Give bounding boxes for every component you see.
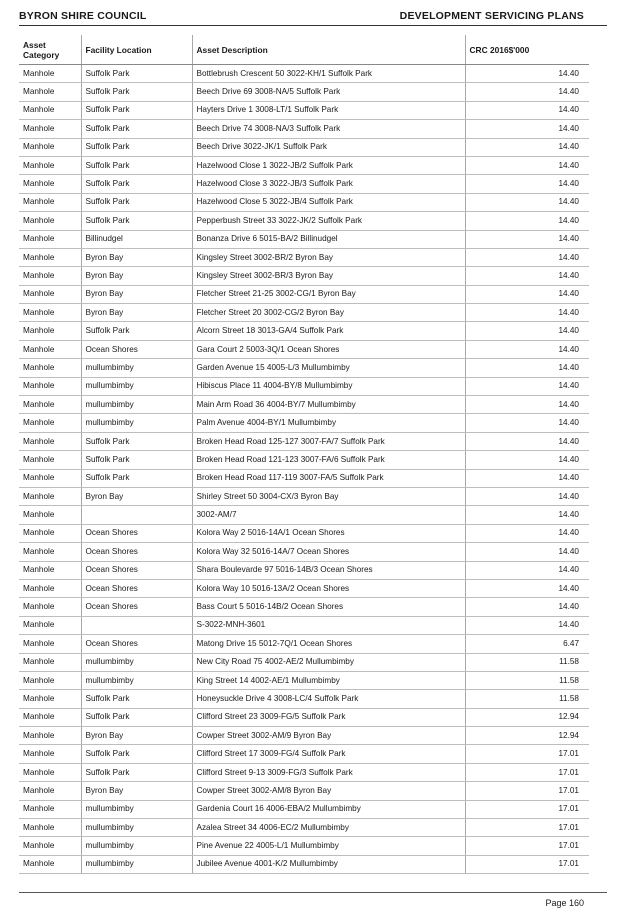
facility-location-cell: Suffolk Park [81,212,192,230]
asset-description-cell: Cowper Street 3002-AM/8 Byron Bay [192,782,465,800]
table-row [19,616,589,634]
crc-value-cell: 14.40 [465,285,589,303]
crc-value-cell: 14.40 [465,175,589,193]
crc-value-cell: 14.40 [465,120,589,138]
table-row [19,414,589,432]
table-row [19,285,589,303]
crc-value-cell: 11.58 [465,671,589,689]
table-row [19,506,589,524]
table-header-row [19,35,589,65]
crc-value-cell: 14.40 [465,138,589,156]
header-facility-location: Facility Location [81,35,192,65]
table-row [19,359,589,377]
table-row [19,322,589,340]
table-row [19,745,589,763]
asset-table [19,35,589,874]
crc-value-cell: 14.40 [465,377,589,395]
facility-location-cell: Suffolk Park [81,156,192,174]
asset-description-cell: Azalea Street 34 4006-EC/2 Mullumbimby [192,819,465,837]
facility-location-cell: Ocean Shores [81,635,192,653]
facility-location-cell: Suffolk Park [81,120,192,138]
asset-description-cell: Broken Head Road 121-123 3007-FA/6 Suffolk Park [192,451,465,469]
asset-description-cell: New City Road 75 4002-AE/2 Mullumbimby [192,653,465,671]
asset-category-cell: Manhole [19,543,81,561]
asset-category-cell: Manhole [19,230,81,248]
asset-category-cell: Manhole [19,304,81,322]
facility-location-cell: Billinudgel [81,230,192,248]
asset-category-cell: Manhole [19,469,81,487]
crc-value-cell: 14.40 [465,83,589,101]
facility-location-cell: Byron Bay [81,304,192,322]
asset-description-cell: Gara Court 2 5003-3Q/1 Ocean Shores [192,340,465,358]
footer-divider [19,892,607,893]
asset-category-cell: Manhole [19,855,81,873]
table-row [19,543,589,561]
asset-description-cell: Garden Avenue 15 4005-L/3 Mullumbimby [192,359,465,377]
asset-category-cell: Manhole [19,65,81,83]
asset-description-cell: Cowper Street 3002-AM/9 Byron Bay [192,727,465,745]
crc-value-cell: 17.01 [465,763,589,781]
facility-location-cell: Ocean Shores [81,598,192,616]
page-number: Page 160 [545,898,584,908]
asset-category-cell: Manhole [19,83,81,101]
crc-value-cell: 17.01 [465,855,589,873]
asset-description-cell: Clifford Street 23 3009-FG/5 Suffolk Park [192,708,465,726]
asset-description-cell: Shara Boulevarde 97 5016-14B/3 Ocean Shores [192,561,465,579]
asset-category-cell: Manhole [19,193,81,211]
asset-category-cell: Manhole [19,212,81,230]
table-row [19,763,589,781]
table-row [19,819,589,837]
table-row [19,727,589,745]
asset-category-cell: Manhole [19,524,81,542]
facility-location-cell: Suffolk Park [81,690,192,708]
facility-location-cell: mullumbimby [81,653,192,671]
table-row [19,65,589,83]
crc-value-cell: 11.58 [465,653,589,671]
table-row [19,377,589,395]
crc-value-cell: 14.40 [465,193,589,211]
header-crc: CRC 2016$'000 [465,35,589,65]
crc-value-cell: 12.94 [465,727,589,745]
header-asset-description: Asset Description [192,35,465,65]
crc-value-cell: 14.40 [465,414,589,432]
asset-description-cell: King Street 14 4002-AE/1 Mullumbimby [192,671,465,689]
crc-value-cell: 14.40 [465,487,589,505]
table-row [19,267,589,285]
asset-category-cell: Manhole [19,175,81,193]
header-divider [19,25,607,26]
asset-category-cell: Manhole [19,616,81,634]
facility-location-cell: mullumbimby [81,671,192,689]
facility-location-cell: Byron Bay [81,727,192,745]
facility-location-cell: Suffolk Park [81,138,192,156]
facility-location-cell: mullumbimby [81,396,192,414]
asset-description-cell: Clifford Street 17 3009-FG/4 Suffolk Park [192,745,465,763]
table-row [19,579,589,597]
table-row [19,837,589,855]
table-row [19,212,589,230]
table-row [19,396,589,414]
facility-location-cell: Suffolk Park [81,83,192,101]
table-row [19,248,589,266]
table-row [19,83,589,101]
table-row [19,451,589,469]
facility-location-cell: Suffolk Park [81,451,192,469]
crc-value-cell: 17.01 [465,837,589,855]
asset-description-cell: Main Arm Road 36 4004-BY/7 Mullumbimby [192,396,465,414]
asset-description-cell: Beech Drive 3022-JK/1 Suffolk Park [192,138,465,156]
asset-category-cell: Manhole [19,763,81,781]
asset-category-cell: Manhole [19,322,81,340]
asset-description-cell: 3002-AM/7 [192,506,465,524]
crc-value-cell: 14.40 [465,267,589,285]
asset-category-cell: Manhole [19,101,81,119]
asset-category-cell: Manhole [19,506,81,524]
asset-description-cell: Pine Avenue 22 4005-L/1 Mullumbimby [192,837,465,855]
crc-value-cell: 14.40 [465,230,589,248]
crc-value-cell: 14.40 [465,524,589,542]
asset-category-cell: Manhole [19,671,81,689]
facility-location-cell: Byron Bay [81,487,192,505]
facility-location-cell: mullumbimby [81,800,192,818]
table-row [19,138,589,156]
asset-category-cell: Manhole [19,653,81,671]
crc-value-cell: 14.40 [465,322,589,340]
facility-location-cell: Byron Bay [81,248,192,266]
asset-description-cell: Beech Drive 69 3008-NA/5 Suffolk Park [192,83,465,101]
asset-category-cell: Manhole [19,377,81,395]
asset-description-cell: Kolora Way 32 5016-14A/7 Ocean Shores [192,543,465,561]
asset-category-cell: Manhole [19,396,81,414]
crc-value-cell: 14.40 [465,432,589,450]
crc-value-cell: 17.01 [465,800,589,818]
table-body [19,65,589,874]
facility-location-cell [81,616,192,634]
asset-category-cell: Manhole [19,285,81,303]
asset-description-cell: Hayters Drive 1 3008-LT/1 Suffolk Park [192,101,465,119]
asset-description-cell: Kolora Way 10 5016-13A/2 Ocean Shores [192,579,465,597]
asset-description-cell: Hibiscus Place 11 4004-BY/8 Mullumbimby [192,377,465,395]
crc-value-cell: 14.40 [465,451,589,469]
asset-description-cell: Beech Drive 74 3008-NA/3 Suffolk Park [192,120,465,138]
asset-description-cell: Jubilee Avenue 4001-K/2 Mullumbimby [192,855,465,873]
asset-category-cell: Manhole [19,138,81,156]
facility-location-cell: mullumbimby [81,359,192,377]
table-row [19,101,589,119]
asset-description-cell: Fletcher Street 20 3002-CG/2 Byron Bay [192,304,465,322]
asset-description-cell: Alcorn Street 18 3013-GA/4 Suffolk Park [192,322,465,340]
crc-value-cell: 14.40 [465,248,589,266]
table-row [19,469,589,487]
facility-location-cell: Suffolk Park [81,745,192,763]
crc-value-cell: 14.40 [465,101,589,119]
table-row [19,708,589,726]
asset-description-cell: Broken Head Road 117-119 3007-FA/5 Suffolk Park [192,469,465,487]
facility-location-cell: Suffolk Park [81,322,192,340]
facility-location-cell: Byron Bay [81,267,192,285]
crc-value-cell: 17.01 [465,782,589,800]
asset-category-cell: Manhole [19,579,81,597]
asset-description-cell: Hazelwood Close 1 3022-JB/2 Suffolk Park [192,156,465,174]
asset-description-cell: Pepperbush Street 33 3022-JK/2 Suffolk Park [192,212,465,230]
facility-location-cell: Ocean Shores [81,340,192,358]
facility-location-cell: mullumbimby [81,377,192,395]
facility-location-cell: Ocean Shores [81,579,192,597]
asset-category-cell: Manhole [19,782,81,800]
asset-description-cell: Bonanza Drive 6 5015-BA/2 Billinudgel [192,230,465,248]
asset-description-cell: Matong Drive 15 5012-7Q/1 Ocean Shores [192,635,465,653]
header-asset-category: Asset Category [19,35,81,65]
asset-category-cell: Manhole [19,635,81,653]
crc-value-cell: 14.40 [465,359,589,377]
asset-category-cell: Manhole [19,451,81,469]
asset-description-cell: Honeysuckle Drive 4 3008-LC/4 Suffolk Park [192,690,465,708]
table-row [19,432,589,450]
asset-category-cell: Manhole [19,727,81,745]
facility-location-cell: mullumbimby [81,837,192,855]
table-row [19,156,589,174]
asset-category-cell: Manhole [19,561,81,579]
asset-description-cell: Hazelwood Close 5 3022-JB/4 Suffolk Park [192,193,465,211]
council-title: BYRON SHIRE COUNCIL [19,10,147,22]
asset-category-cell: Manhole [19,267,81,285]
facility-location-cell: Byron Bay [81,782,192,800]
table-row [19,800,589,818]
table-row [19,782,589,800]
facility-location-cell: Suffolk Park [81,469,192,487]
asset-description-cell: S-3022-MNH-3601 [192,616,465,634]
crc-value-cell: 14.40 [465,598,589,616]
table-row [19,175,589,193]
asset-description-cell: Fletcher Street 21-25 3002-CG/1 Byron Bay [192,285,465,303]
asset-category-cell: Manhole [19,745,81,763]
page-header [19,9,584,23]
asset-description-cell: Kingsley Street 3002-BR/2 Byron Bay [192,248,465,266]
asset-description-cell: Kingsley Street 3002-BR/3 Byron Bay [192,267,465,285]
table-row [19,653,589,671]
asset-description-cell: Kolora Way 2 5016-14A/1 Ocean Shores [192,524,465,542]
facility-location-cell: Suffolk Park [81,763,192,781]
facility-location-cell: Suffolk Park [81,65,192,83]
facility-location-cell [81,506,192,524]
asset-category-cell: Manhole [19,156,81,174]
crc-value-cell: 14.40 [465,156,589,174]
table-row [19,120,589,138]
table-row [19,304,589,322]
crc-value-cell: 17.01 [465,819,589,837]
asset-category-cell: Manhole [19,598,81,616]
asset-description-cell: Gardenia Court 16 4006-EBA/2 Mullumbimby [192,800,465,818]
crc-value-cell: 14.40 [465,469,589,487]
facility-location-cell: Suffolk Park [81,175,192,193]
crc-value-cell: 14.40 [465,506,589,524]
crc-value-cell: 14.40 [465,396,589,414]
plan-title: DEVELOPMENT SERVICING PLANS [399,10,584,22]
facility-location-cell: mullumbimby [81,414,192,432]
crc-value-cell: 6.47 [465,635,589,653]
facility-location-cell: Suffolk Park [81,193,192,211]
asset-category-cell: Manhole [19,414,81,432]
asset-category-cell: Manhole [19,248,81,266]
facility-location-cell: Suffolk Park [81,708,192,726]
asset-category-cell: Manhole [19,837,81,855]
facility-location-cell: Suffolk Park [81,101,192,119]
table-row [19,855,589,873]
table-row [19,193,589,211]
asset-description-cell: Clifford Street 9-13 3009-FG/3 Suffolk Park [192,763,465,781]
asset-category-cell: Manhole [19,487,81,505]
facility-location-cell: mullumbimby [81,819,192,837]
table-row [19,690,589,708]
asset-description-cell: Broken Head Road 125-127 3007-FA/7 Suffolk Park [192,432,465,450]
table-row [19,524,589,542]
asset-category-cell: Manhole [19,819,81,837]
asset-category-cell: Manhole [19,359,81,377]
facility-location-cell: Byron Bay [81,285,192,303]
table-row [19,635,589,653]
crc-value-cell: 17.01 [465,745,589,763]
asset-description-cell: Bass Court 5 5016-14B/2 Ocean Shores [192,598,465,616]
asset-category-cell: Manhole [19,432,81,450]
asset-category-cell: Manhole [19,120,81,138]
asset-description-cell: Hazelwood Close 3 3022-JB/3 Suffolk Park [192,175,465,193]
table-row [19,230,589,248]
table-row [19,561,589,579]
crc-value-cell: 14.40 [465,616,589,634]
table-row [19,487,589,505]
crc-value-cell: 14.40 [465,543,589,561]
crc-value-cell: 14.40 [465,65,589,83]
crc-value-cell: 14.40 [465,579,589,597]
crc-value-cell: 14.40 [465,340,589,358]
table-row [19,340,589,358]
table-row [19,671,589,689]
asset-category-cell: Manhole [19,690,81,708]
asset-description-cell: Bottlebrush Crescent 50 3022-KH/1 Suffolk Park [192,65,465,83]
crc-value-cell: 12.94 [465,708,589,726]
table-row [19,598,589,616]
asset-category-cell: Manhole [19,800,81,818]
crc-value-cell: 14.40 [465,304,589,322]
facility-location-cell: mullumbimby [81,855,192,873]
crc-value-cell: 14.40 [465,561,589,579]
asset-description-cell: Palm Avenue 4004-BY/1 Mullumbimby [192,414,465,432]
asset-category-cell: Manhole [19,708,81,726]
facility-location-cell: Ocean Shores [81,524,192,542]
asset-description-cell: Shirley Street 50 3004-CX/3 Byron Bay [192,487,465,505]
facility-location-cell: Ocean Shores [81,543,192,561]
crc-value-cell: 14.40 [465,212,589,230]
facility-location-cell: Ocean Shores [81,561,192,579]
facility-location-cell: Suffolk Park [81,432,192,450]
asset-category-cell: Manhole [19,340,81,358]
crc-value-cell: 11.58 [465,690,589,708]
